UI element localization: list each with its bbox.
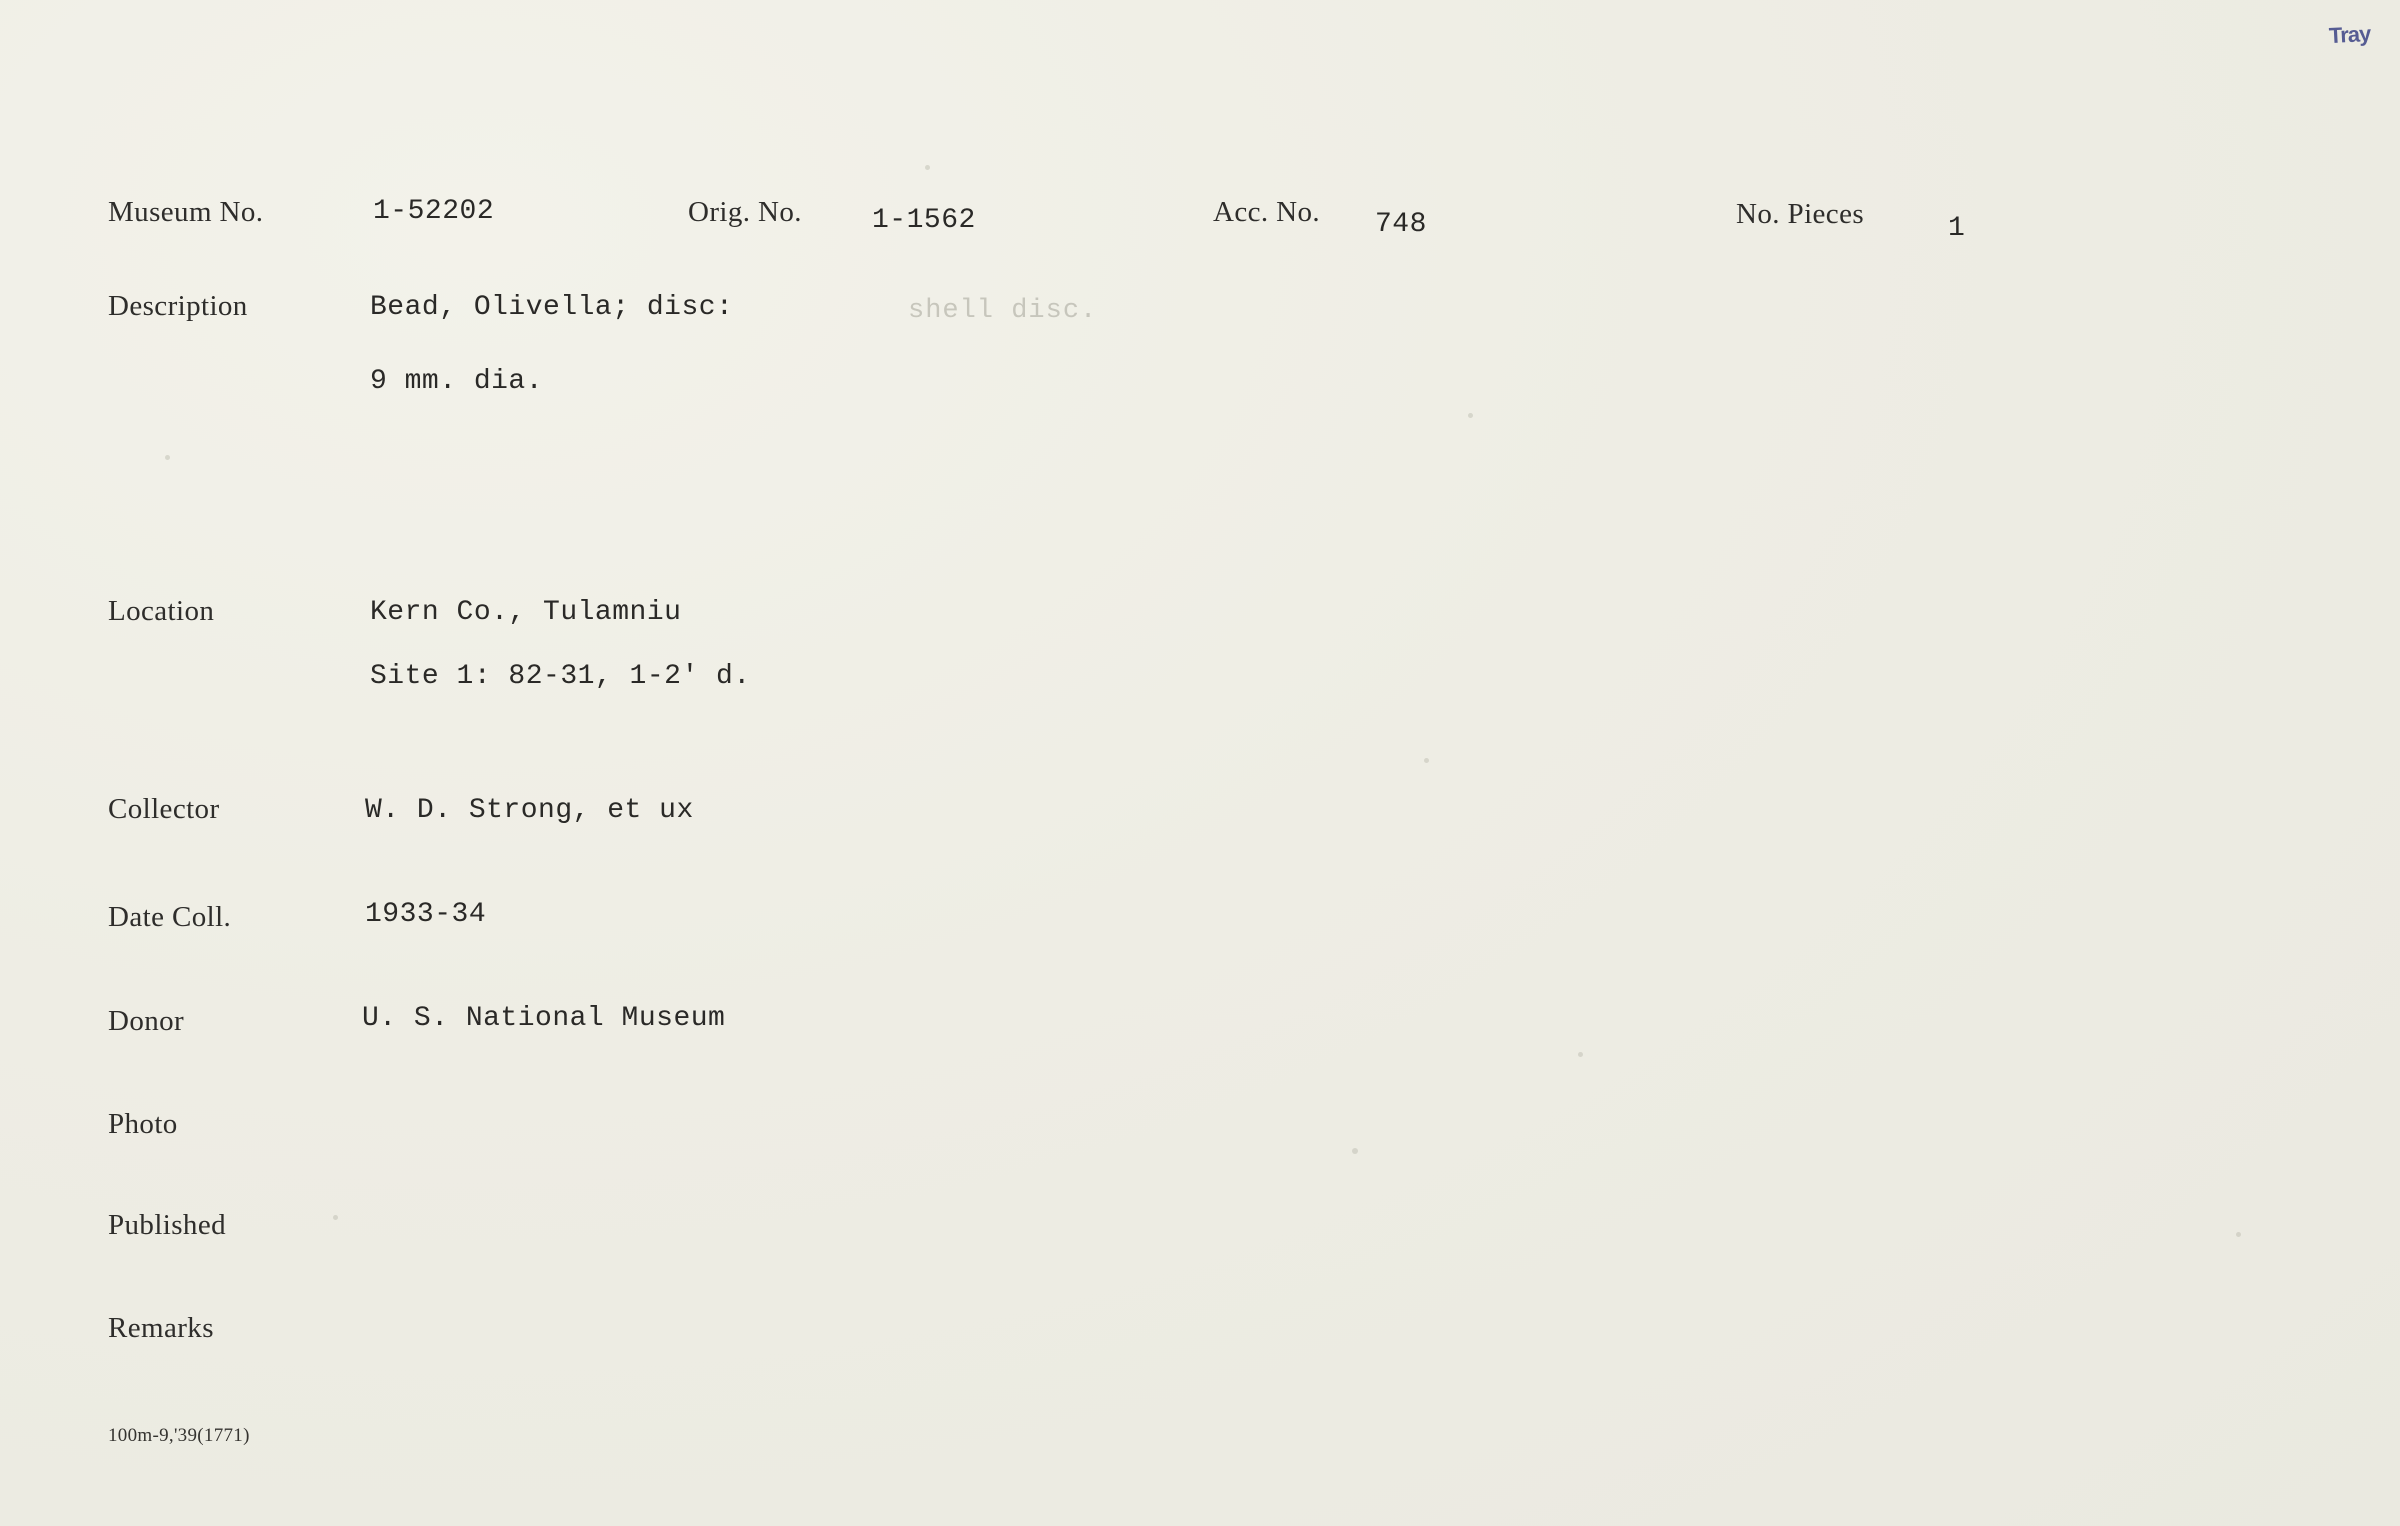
paper-speckle: [1468, 413, 1473, 418]
published-label: Published: [108, 1209, 226, 1241]
acc-no-value: 748: [1375, 209, 1427, 240]
orig-no-label: Orig. No.: [688, 196, 802, 228]
print-code: 100m-9,'39(1771): [108, 1425, 250, 1446]
location-label: Location: [108, 595, 215, 627]
donor-label: Donor: [108, 1005, 185, 1037]
description-label: Description: [108, 290, 248, 322]
collector-value: W. D. Strong, et ux: [365, 795, 694, 826]
pieces-label: No. Pieces: [1736, 198, 1865, 230]
paper-speckle: [333, 1215, 338, 1220]
museum-no-label: Museum No.: [108, 196, 264, 228]
photo-label: Photo: [108, 1108, 178, 1140]
paper-speckle: [925, 165, 930, 170]
location-line-2: Site 1: 82-31, 1-2' d.: [370, 661, 751, 692]
paper-speckle: [1578, 1052, 1583, 1057]
location-line-1: Kern Co., Tulamniu: [370, 597, 682, 628]
date-coll-label: Date Coll.: [108, 901, 232, 933]
paper-speckle: [1424, 758, 1429, 763]
acc-no-label: Acc. No.: [1213, 196, 1321, 228]
tray-stamp: Tray: [2328, 20, 2371, 49]
description-line-2: 9 mm. dia.: [370, 366, 544, 397]
collector-label: Collector: [108, 793, 220, 825]
paper-speckle: [165, 455, 170, 460]
remarks-label: Remarks: [108, 1312, 214, 1344]
donor-value: U. S. National Museum: [362, 1003, 726, 1034]
description-ghost-text: shell disc.: [908, 296, 1098, 326]
pieces-value: 1: [1948, 213, 1966, 244]
orig-no-value: 1-1562: [872, 205, 976, 236]
description-line-1: Bead, Olivella; disc:: [370, 292, 734, 323]
date-coll-value: 1933-34: [365, 899, 487, 930]
museum-no-value: 1-52202: [373, 196, 495, 227]
paper-speckle: [1352, 1148, 1358, 1154]
paper-speckle: [2236, 1232, 2241, 1237]
